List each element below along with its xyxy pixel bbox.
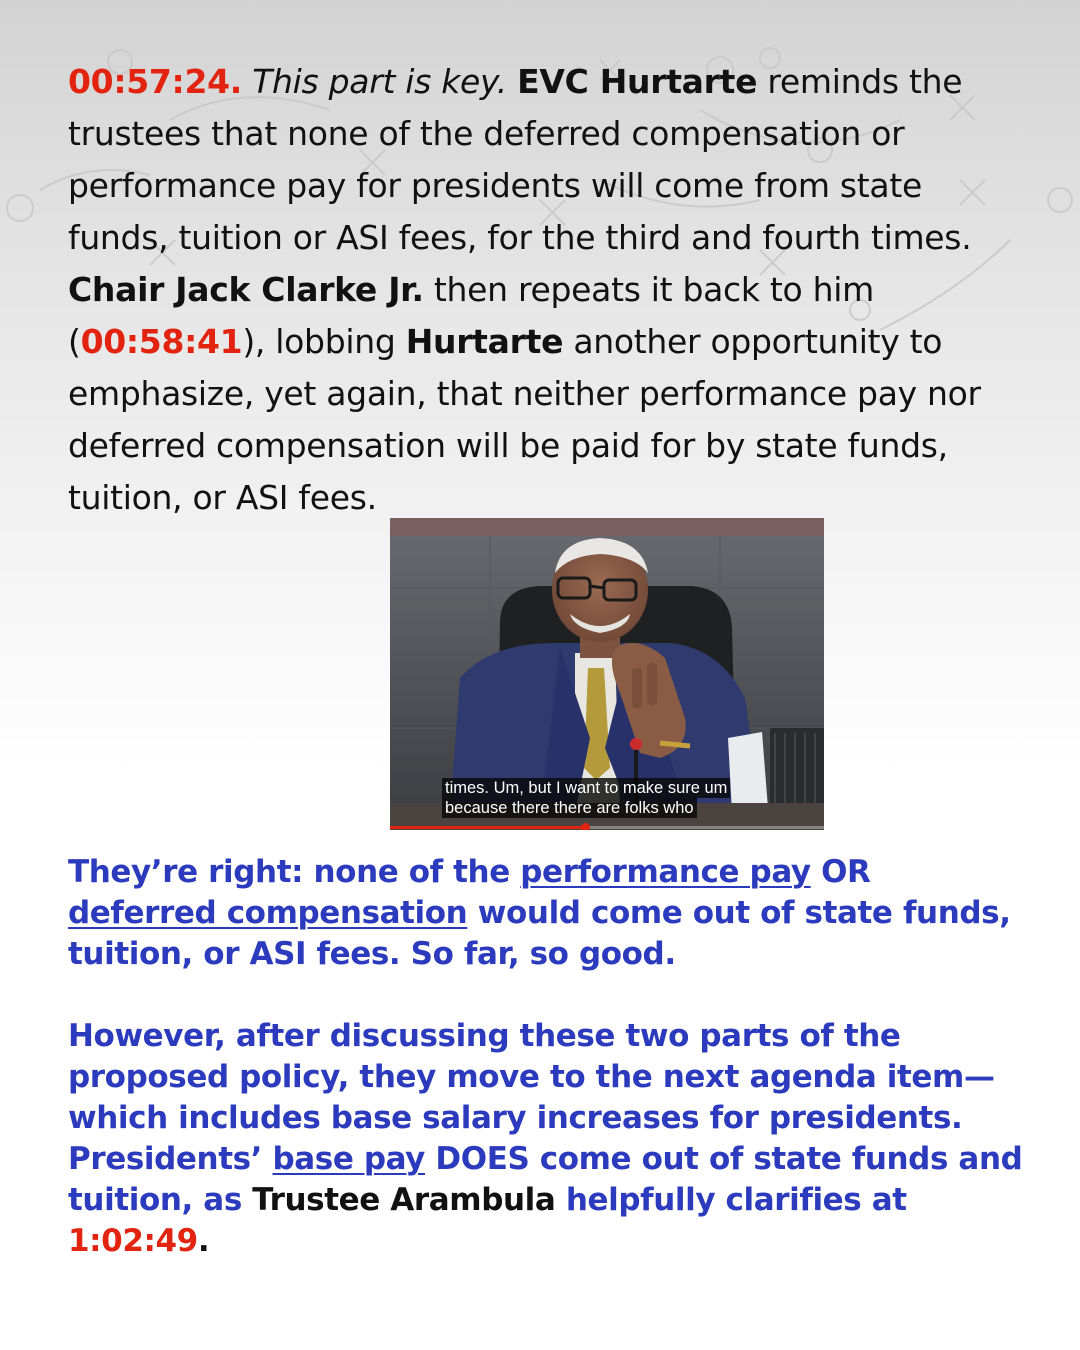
commentary-paragraph-1 [68,852,1028,975]
p2-text-b: DOES come out of state funds and tuition, as [68,1141,1023,1218]
speaker-chair-clarke: Chair Jack Clarke Jr. [68,270,424,309]
commentary [68,852,1028,1262]
commentary-paragraph-2 [68,1016,1028,1262]
p1-text-a: They’re right: none of the [68,854,510,890]
p2-text-a: However, after discussing these two parts of the proposed policy, they move to the next agenda item—which includes base salary increases for presidents. Presidents’ [68,1018,995,1177]
intro-text-4: another opportunity to emphasize, yet again, that neither performance pay nor deferred compensation will be paid for by state funds, tuition, or ASI fees. [68,322,981,517]
video-frame[interactable] [390,518,824,830]
link-base-pay[interactable]: base pay [272,1141,425,1177]
intro-paragraph [68,56,1028,524]
video-progress-bar[interactable] [390,826,824,829]
video-progress-fill [390,826,585,829]
timestamp-00-57-24[interactable]: 00:57:24. [68,62,242,101]
speaker-trustee-arambula: Trustee Arambula [252,1182,556,1218]
p2-text-c: helpfully clarifies at [565,1182,907,1218]
intro-text-1: reminds the trustees that none of the deferred compensation or performance pay for presidents will come from state funds, tuition or ASI fees, for the third and fourth times. [68,62,972,257]
link-deferred-compensation[interactable]: deferred compensation [68,895,468,931]
caption-line-2: because there there are folks who [442,798,697,818]
p1-text-c: would come out of state funds, tuition, or ASI fees. So far, so good. [68,895,1011,972]
p2-period: . [197,1223,210,1259]
speaker-evc-hurtarte: EVC Hurtarte [517,62,758,101]
speaker-hurtarte: Hurtarte [405,322,564,361]
timestamp-1-02-49[interactable]: 1:02:49 [68,1223,198,1259]
p1-text-b: OR [821,854,871,890]
caption-line-1: times. Um, but I want to make sure um [442,778,730,798]
intro-text-3: ), lobbing [242,322,396,361]
intro-text-2: then repeats it back to him ( [68,270,874,361]
video-scrubber-handle[interactable] [581,823,590,830]
link-performance-pay[interactable]: performance pay [520,854,811,890]
key-note: This part is key. [252,62,507,101]
video-captions [442,778,730,818]
timestamp-00-58-41[interactable]: 00:58:41 [80,322,243,361]
